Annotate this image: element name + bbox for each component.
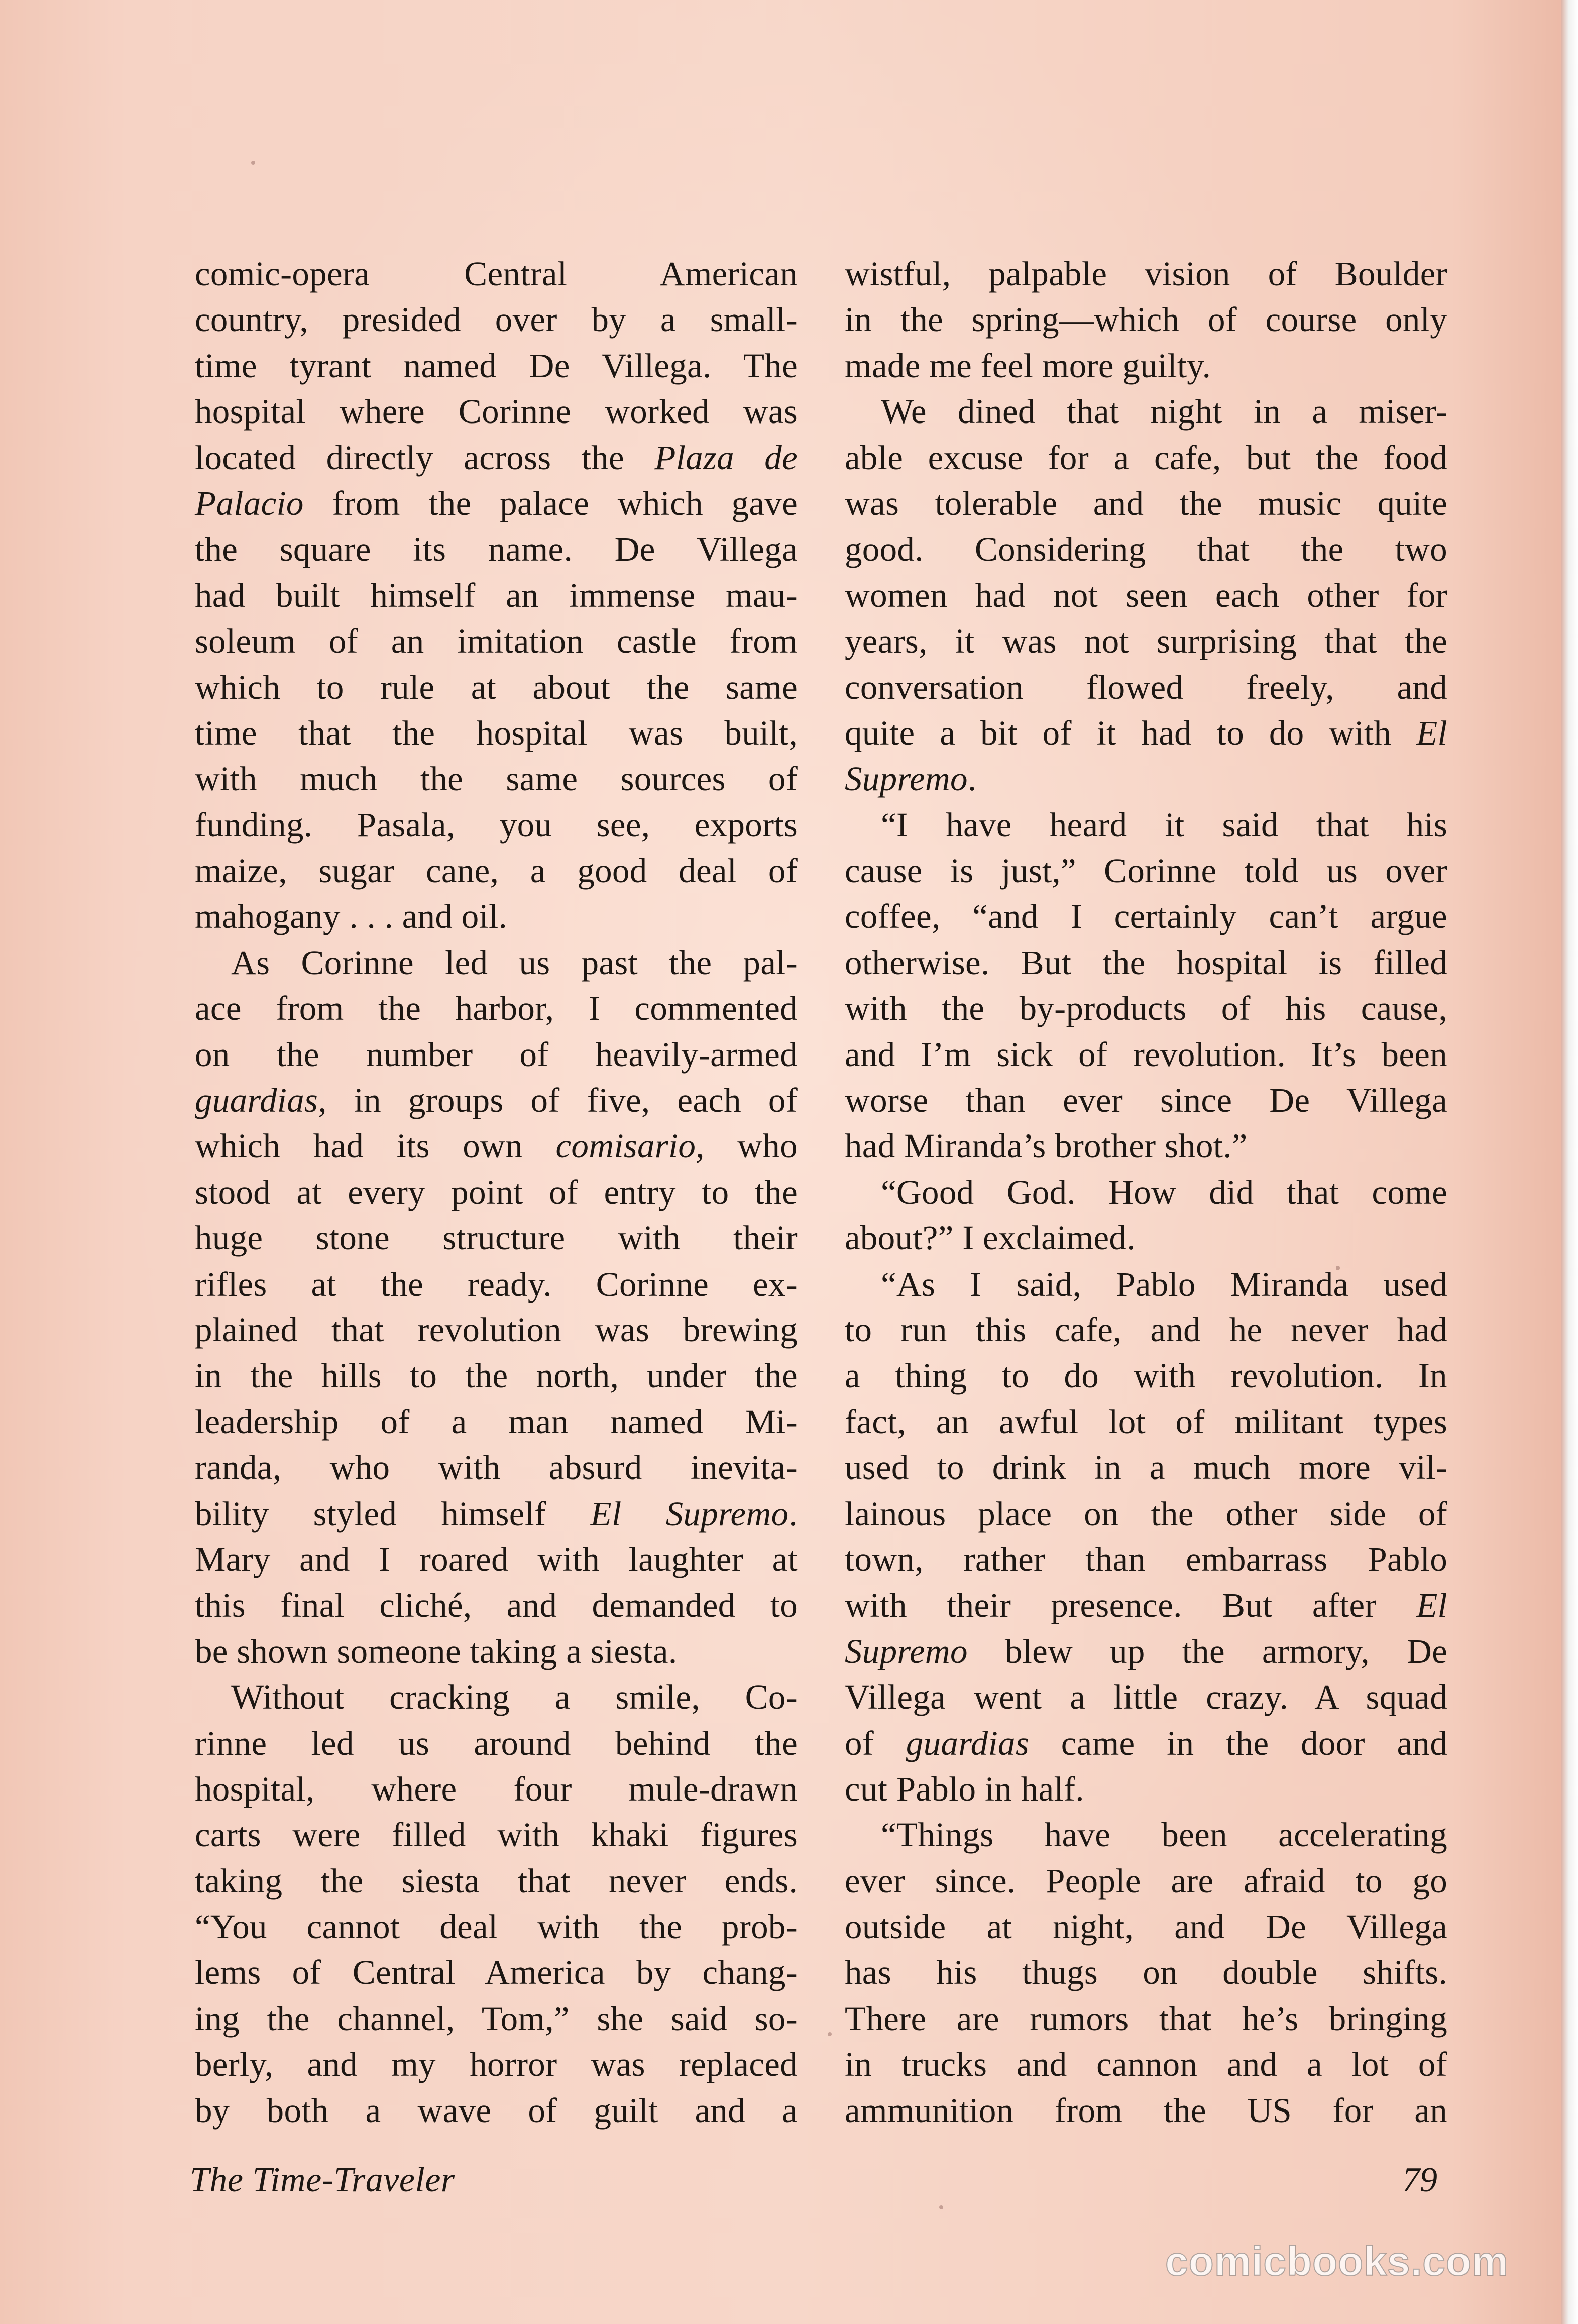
text-line: worse than ever since De Villega: [845, 1081, 1447, 1120]
paper-speck: [251, 161, 255, 165]
text-line: ever since. People are afraid to go: [845, 1861, 1447, 1900]
text-line: by both a wave of guilt and a: [195, 2091, 798, 2130]
text-line: rifles at the ready. Corinne ex-: [195, 1264, 798, 1303]
text-line: randa, who with absurd inevita-: [195, 1448, 798, 1487]
text-line: in the hills to the north, under the: [195, 1356, 798, 1395]
text-line: of guardias came in the door and: [845, 1724, 1447, 1762]
text-line: Supremo.: [845, 760, 977, 798]
text-line: be shown someone taking a siesta.: [195, 1632, 678, 1670]
text-line: with much the same sources of: [195, 760, 798, 798]
text-line: to run this cafe, and he never had: [845, 1310, 1447, 1349]
text-line: guardias, in groups of five, each of: [195, 1081, 798, 1120]
text-line: the square its name. De Villega: [195, 530, 798, 569]
text-line: had built himself an immense mau-: [195, 576, 798, 614]
text-line: wistful, palpable vision of Boulder: [845, 255, 1447, 293]
text-line: in the spring—which of course only: [845, 300, 1447, 339]
text-line: which to rule at about the same: [195, 668, 798, 706]
text-line: taking the siesta that never ends.: [195, 1861, 798, 1900]
text-line: good. Considering that the two: [845, 530, 1447, 569]
text-line: Mary and I roared with laughter at: [195, 1540, 798, 1578]
page-edge: [1561, 0, 1578, 2324]
text-line: hospital where Corinne worked was: [195, 392, 798, 431]
text-line: years, it was not surprising that the: [845, 622, 1447, 661]
text-line: was tolerable and the music quite: [845, 484, 1447, 522]
text-line: mahogany . . . and oil.: [195, 897, 508, 936]
text-line: coffee, “and I certainly can’t argue: [845, 897, 1447, 936]
text-line: maize, sugar cane, a good deal of: [195, 852, 798, 890]
text-line: conversation flowed freely, and: [845, 668, 1447, 706]
text-line: country, presided over by a small-: [195, 300, 798, 339]
text-line: with the by-products of his cause,: [845, 989, 1447, 1028]
page-number: 79: [1402, 2161, 1437, 2199]
text-line: funding. Pasala, you see, exports: [195, 805, 798, 844]
text-line: leadership of a man named Mi-: [195, 1402, 798, 1441]
text-line: carts were filled with khaki figures: [195, 1816, 798, 1854]
text-line: ace from the harbor, I commented: [195, 989, 798, 1028]
text-line: There are rumors that he’s bringing: [845, 1999, 1447, 2038]
left-text-column: [195, 251, 798, 2134]
text-line: located directly across the Plaza de: [195, 438, 798, 477]
text-line: otherwise. But the hospital is filled: [845, 943, 1447, 982]
paper-speck: [939, 2205, 943, 2209]
text-line: time tyrant named De Villega. The: [195, 346, 798, 385]
text-line: berly, and my horror was replaced: [195, 2045, 798, 2084]
text-line: time that the hospital was built,: [195, 713, 798, 752]
text-line: Palacio from the palace which gave: [195, 484, 798, 522]
text-line: town, rather than embarrass Pablo: [845, 1540, 1447, 1578]
text-line: soleum of an imitation castle from: [195, 622, 798, 661]
text-line: made me feel more guilty.: [845, 346, 1211, 385]
text-line: rinne led us around behind the: [195, 1724, 798, 1762]
text-line: We dined that night in a miser-: [881, 392, 1447, 431]
text-line: “Good God. How did that come: [881, 1173, 1447, 1211]
text-line: Supremo blew up the armory, De: [845, 1632, 1447, 1670]
text-line: “You cannot deal with the prob-: [195, 1908, 798, 1946]
paper-speck: [1336, 1266, 1340, 1270]
text-line: lainous place on the other side of: [845, 1494, 1447, 1533]
text-line: a thing to do with revolution. In: [845, 1356, 1447, 1395]
right-text-column: [845, 251, 1447, 2134]
text-line: “I have heard it said that his: [881, 805, 1447, 844]
text-line: Without cracking a smile, Co-: [231, 1678, 798, 1717]
text-line: with their presence. But after El: [845, 1586, 1447, 1625]
text-line: “Things have been accelerating: [881, 1816, 1447, 1854]
text-line: huge stone structure with their: [195, 1219, 798, 1257]
text-line: comic-opera Central American: [195, 255, 798, 293]
text-line: lems of Central America by chang-: [195, 1953, 798, 1992]
text-line: and I’m sick of revolution. It’s been: [845, 1035, 1447, 1074]
site-watermark: comicbooks.com: [1165, 2239, 1509, 2284]
text-line: As Corinne led us past the pal-: [231, 943, 798, 982]
text-line: Villega went a little crazy. A squad: [845, 1678, 1447, 1717]
text-line: women had not seen each other for: [845, 576, 1447, 614]
running-footer-title: The Time-Traveler: [190, 2161, 455, 2199]
text-line: ing the channel, Tom,” she said so-: [195, 1999, 798, 2038]
text-line: fact, an awful lot of militant types: [845, 1402, 1447, 1441]
text-line: cut Pablo in half.: [845, 1769, 1084, 1808]
text-line: which had its own comisario, who: [195, 1127, 798, 1166]
text-line: this final cliché, and demanded to: [195, 1586, 798, 1625]
text-line: “As I said, Pablo Miranda used: [881, 1264, 1447, 1303]
text-line: bility styled himself El Supremo.: [195, 1494, 798, 1533]
text-line: ammunition from the US for an: [845, 2091, 1447, 2130]
text-line: about?” I exclaimed.: [845, 1219, 1136, 1257]
text-line: stood at every point of entry to the: [195, 1173, 798, 1211]
text-line: outside at night, and De Villega: [845, 1908, 1447, 1946]
text-line: used to drink in a much more vil-: [845, 1448, 1447, 1487]
text-line: quite a bit of it had to do with El: [845, 713, 1447, 752]
text-line: in trucks and cannon and a lot of: [845, 2045, 1447, 2084]
text-line: hospital, where four mule-drawn: [195, 1769, 798, 1808]
text-line: on the number of heavily-armed: [195, 1035, 798, 1074]
text-line: has his thugs on double shifts.: [845, 1953, 1447, 1992]
paper-speck: [828, 2032, 832, 2036]
text-line: cause is just,” Corinne told us over: [845, 852, 1447, 890]
text-line: able excuse for a cafe, but the food: [845, 438, 1447, 477]
text-line: had Miranda’s brother shot.”: [845, 1127, 1248, 1166]
text-line: plained that revolution was brewing: [195, 1310, 798, 1349]
